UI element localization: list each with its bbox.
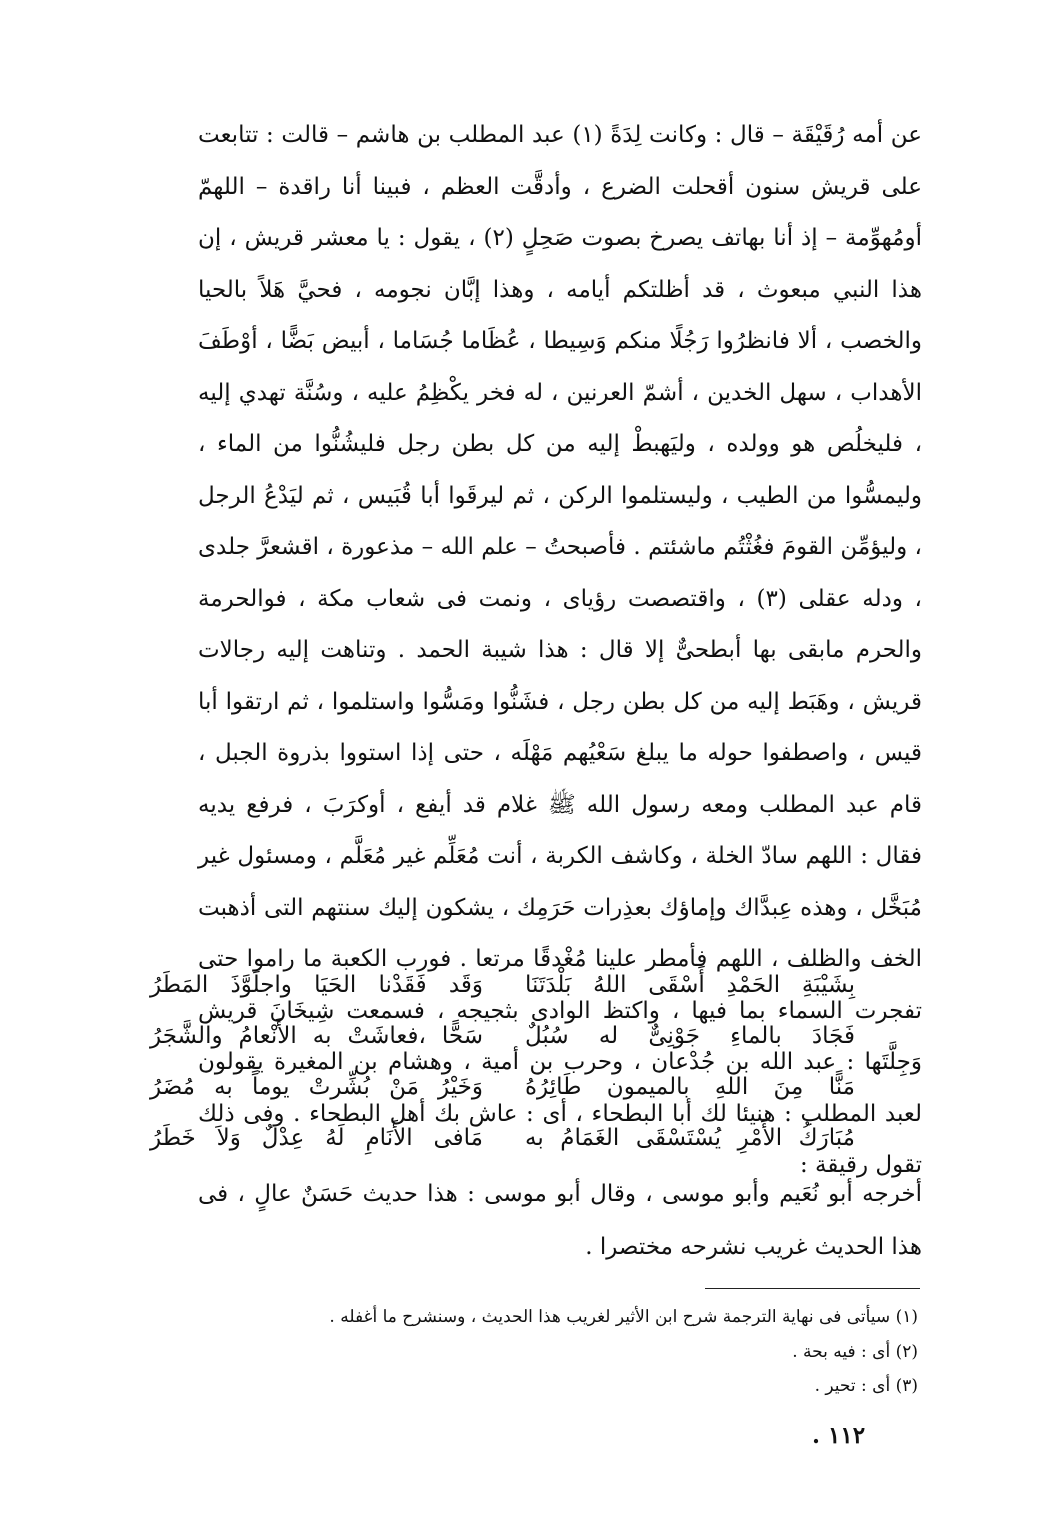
verse-first-hemistich: فَجَادَ بالماءِ جَوْنِىٌّ له سُبُلٌ <box>525 1023 855 1049</box>
poem-block <box>150 960 855 1164</box>
verse-second-hemistich: سَحًّا ،فعاشَتْ به الأَنْعامُ والشَّجَرُ <box>150 1023 483 1049</box>
poem-verse <box>150 1113 855 1164</box>
closing-block <box>198 1168 922 1274</box>
closing-paragraph: أخرجه أبو نُعَيم وأبو موسى ، وقال أبو موسى : هذا حديث حَسَنٌ عالٍ ، فى هذا الحديث غريب نشرحه مختصرا . <box>198 1181 922 1260</box>
verse-second-hemistich: مَافى الأَنَامِ لَهُ عِدْلٌ وَلاَ خَطَرُ <box>150 1125 483 1151</box>
footnote-divider <box>705 1288 920 1289</box>
verse-second-hemistich: وَخَيْرُ مَنْ بُشِّرتْ يوماً به مُضَرُ <box>150 1074 483 1100</box>
verse-first-hemistich: مَنًّا مِنَ اللهِ بالميمون طَائِرُهُ <box>525 1074 855 1100</box>
poem-verse <box>150 1011 855 1062</box>
main-paragraph: عن أمه رُقَيْقَة – قال : وكانت لِدَةً (١) عبد المطلب بن هاشم – قالت : تتابعت على قريش سنون أقحلت الضرع ، وأدقَّت العظم ، فبينا أنا راقدة – اللهمّ أومُهوِّمة – إذ أنا بهاتف يصرخ بصوت صَحِلٍ (٢) ، يقول : يا معشر قريش ، إن هذا النبي مبعوث ، قد أظلتكم أيامه ، وهذا إبَّان نجومه ، فحيَّ هَلاً بالحيا والخصب ، ألا فانظرُوا رَجُلًا منكم وَسِيطا ، عُظَاما جُسَاما ، أبيض بَضًّا ، أوْطَفَ الأهداب ، سهل الخدين ، أشمّ العرنين ، له فخر يكْظِمُ عليه ، وسُنَّة تهدي إليه ، فليخلُص هو وولده ، وليَهبطْ إليه من كل بطن رجل فليشُنُّوا من الماء ، وليمسُّوا من الطيب ، وليستلموا الركن ، ثم ليرقَوا أبا قُبَيس ، ثم ليَدْعُ الرجل ، وليؤمِّن القومَ فغُثْتُم ماشئتم . فأصبحتُ – علم الله – مذعورة ، اقشعرَّ جلدى ، ودله عقلى (٣) ، واقتصصت رؤياى ، ونمت فى شعاب مكة ، فوالحرمة والحرم مابقى بها أبطحىٌّ إلا قال : هذا شيبة الحمد . وتناهت إليه رجالات قريش ، وهَبَط إليه من كل بطن رجل ، فشَنُّوا ومَسُّوا واستلموا ، ثم ارتقوا أبا قيس ، واصطفوا حوله ما يبلغ سَعْيُهم مَهْلَه ، حتى إذا استووا بذروة الجبل ، قام عبد المطلب ومعه رسول الله ﷺ غلام قد أيفع ، أوكرَبَ ، فرفع يديه فقال : اللهم سادّ الخلة ، وكاشف الكربة ، أنت مُعَلِّم غير مُعَلَّم ، ومسئول غير مُبَخَّل ، وهذه عِبدَّاك وإماؤك بعذِرات حَرَمِك ، يشكون إليك سنتهم التى أذهبت الخف والظلف ، اللهم فأمطر علينا مُغْدقًا مرتعا . فورب الكعبة ما راموا حتى تفجرت السماء بما فيها ، واكتظ الوادى بثجيجه ، فسمعت شِيخَانَ قريش وَجِلَّتَها : عبد الله بن جُدْعان ، وحرب بن أمية ، وهشام بن المغيرة يقولون لعبد المطلب : هنيئا لك أبا البطحاء ، أى : عاش بك أهل البطحاء . وفى ذلك تقول رقيقة : <box>198 122 923 1178</box>
verse-second-hemistich: وَقَد فَقَدْنا الحَيَا واجلَوَّذَ المَطَرُ <box>150 972 483 998</box>
verse-first-hemistich: مُبَارَكُ الأَمْرِ يُسْتَسْقَى الغَمَامُ به <box>525 1125 855 1151</box>
footnotes-block <box>198 1300 918 1404</box>
poem-verse <box>150 960 855 1011</box>
verse-first-hemistich: بِشَيْبَةِ الحَمْدِ أَسْقَى اللهُ بَلْدَتَنَا <box>525 972 855 998</box>
footnote: (٣) أى : تحير . <box>814 1376 918 1396</box>
poem-verse <box>150 1062 855 1113</box>
footnote: (١) سيأتى فى نهاية الترجمة شرح ابن الأثير لغريب هذا الحديث ، وسنشرح ما أغفله . <box>329 1307 918 1327</box>
footnote: (٢) أى : فيه بحة . <box>792 1341 918 1362</box>
page-number: ١١٢ . <box>812 1422 866 1449</box>
